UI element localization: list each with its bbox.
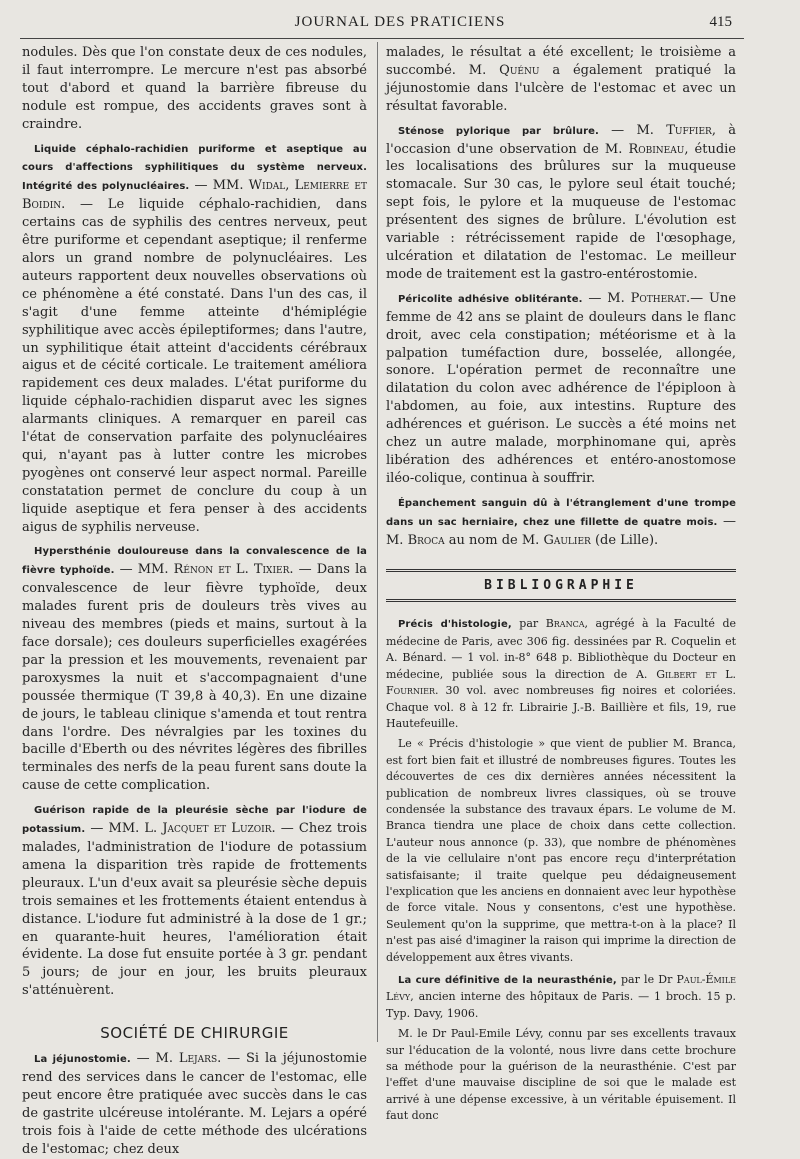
- abstract-text: étudie les localisations des brûlures sur la muqueuse stomacale. Sur 30 cas, le pylore seul était touché; sept fois, le pylore et la muqueuse de l'estomac présentent des signes de brûlure. L'évolution est variable : rétrécissement rapide de l'œsophage, ulcération et dilatation de l'estomac. Le meilleur mode de traitement est la gastro-entérostomie.: [386, 141, 736, 282]
- abstract-authors: Lejars.: [178, 1051, 222, 1067]
- book-editors: Gilbert et L. Fournier.: [386, 667, 736, 698]
- abstract-jejunostomie: La jéjunostomie. — M. Lejars. — Si la jéjunostomie rend des services dans le cancer de l'estomac, elle peut encore être pratiquée avec succès dans le cas de gastrite ulcéreuse intolérante. M. Lejars a opéré trois fois à l'aide de cette méthode des ulcérations de l'estomac; chez deux: [22, 1051, 368, 1157]
- author-name: Gaulier: [543, 532, 591, 548]
- section-title-chirurgie: SOCIÉTÉ DE CHIRURGIE: [100, 1024, 289, 1043]
- abstract-text: — Si la jéjunostomie rend des services dans le cancer de l'estomac, elle peut encore être pratiquée avec succès dans le cas de gastrite ulcéreuse intolérante. M. Lejars a opéré trois fois à l'aide de cette méthode des ulcérations de l'estomac; chez deux: [22, 1051, 368, 1157]
- abstract-heading: Liquide céphalo-rachidien puriforme et aseptique au cours d'affections syphilitiques du système nerveux. Intégrité des polynucléaires.: [22, 143, 367, 193]
- book-title: Précis d'histologie,: [398, 619, 512, 631]
- journal-title: JOURNAL DES PRATICIENS: [294, 14, 506, 30]
- running-header: [0, 12, 800, 36]
- page-number: 415: [709, 14, 732, 30]
- abstract-heading: Péricolite adhésive oblitérante.: [398, 293, 583, 305]
- abstract-authors: Broca: [407, 532, 445, 548]
- abstract-heading: Hypersthénie douloureuse dans la convalescence de la fièvre typhoïde.: [22, 546, 367, 577]
- abstract-hypersthenie: Hypersthénie douloureuse dans la convalescence de la fièvre typhoïde. — MM. Rénon et L. Tixier. — Dans la convalescence de leur fièvre typhoïde, deux malades furent pris de douleurs très vives au niveau des membres (pieds et mains, surtout à la face dorsale); ces douleurs superficielles exagérées par la pression et les mouvements, revenaient par paroxysmes la nuit et s'accompagnaient d'une poussée thermique (T 39,8 à 40,3). En une dizaine de jours, le tableau clinique s'amenda et tout rentra dans l'ordre. Des névralgies par les toxines du bacille d'Eberth ou des névrites légères des fibrilles terminales des nerfs de la peau furent sans doute la cause de cette complication.: [22, 546, 367, 794]
- abstract-text: — Dans la convalescence de leur fièvre typhoïde, deux malades furent pris de douleurs très vives au niveau des membres (pieds et mains, surtout à la face dorsale); ces douleurs superficielles exagérées par la pression et les mouvements, revenaient par paroxysmes la nuit et s'accompagnaient d'une poussée thermique (T 39,8 à 40,3). En une dizaine de jours, le tableau clinique s'amenda et tout rentra dans l'ordre. Des névralgies par les toxines du bacille d'Eberth ou des névrites légères des fibrilles terminales des nerfs de la peau furent sans doute la cause de cette complication.: [22, 562, 367, 794]
- abstract-text: — Une femme de 42 ans se plaint de douleurs dans le flanc droit, avec cela constipation; météorisme et à la palpation tuméfaction dure, bosselée, allongée, sonore. L'opération permet de reconnaître une dilatation du colon avec adhérence de l'épiploon à l'abdomen, au foie, aux intestins. Rupture des adhérences et guérison. Le succès a été moins net chez un autre malade, morphinomane qui, après libération des adhérences et entéro-anostomose iléo-colique, continua à souffrir.: [386, 290, 737, 486]
- abstract-authors: Potherat.: [630, 290, 691, 306]
- continued-paragraph: malades, le résultat a été excellent; le troisième a succombé. M. Quénu a également pratiqué la jéjunostomie dans l'ulcère de l'estomac et avec un résultat favorable.: [386, 45, 736, 114]
- abstract-text: — Le liquide céphalo-rachidien, dans certains cas de syphilis des centres nerveux, peut être puriforme et cependant aseptique; il renferme alors un grand nombre de polynucléaires. Les auteurs rapportent deux nouvelles observations où ce phénomène a été constaté. Dans l'un des cas, il s'agit d'une femme atteinte d'hémiplégie syphilitique avec accès épileptiformes; dans l'autre, un syphilitique était atteint d'accidents cérébraux aigus et de cécité corticale. Le traitement améliora rapidement ces deux malades. L'état puriforme du liquide céphalo-rachidien disparut avec les signes alarmants cliniques. A remarquer en pareil cas l'état de conservation parfaite des polynucléaires qui, n'ayant pas à lutter contre les microbes pyogènes ont conservé leur aspect normal. Pareille constatation permet de conclure du coup à un liquide aseptique et fera penser à des accidents aigus de syphilis nerveuse.: [22, 197, 367, 535]
- abstract-authors: L. Jacquet et Luzoir.: [144, 821, 276, 837]
- abstract-heading: Guérison rapide de la pleurésie sèche par l'iodure de potassium.: [22, 805, 367, 836]
- abstract-heading: La jéjunostomie.: [34, 1054, 131, 1066]
- book-author: Branca,: [545, 617, 588, 631]
- book-entry-histologie: Précis d'histologie, par Branca, agrégé à la Faculté de médecine de Paris, avec 306 fig. dessinées par R. Coquelin et A. Bénard. — 1 vol. in-8° 648 p. Bibliothèque du Docteur en médecine, publiée sous la direction de A. Gilbert et L. Fournier. 30 vol. avec nombreuses fig noires et coloriées. Chaque vol. 8 à 12 fr. Librairie J.-B. Baillière et fils, 19, rue Hautefeuille.: [386, 617, 736, 730]
- continued-paragraph: nodules. Dès que l'on constate deux de ces nodules, il faut interrompre. Le mercure n'est pas absorbé tout d'abord et quand la barrière fibreuse du nodule est rompue, des accidents graves sont à craindre.: [22, 45, 367, 132]
- abstract-pleuresie: Guérison rapide de la pleurésie sèche par l'iodure de potassium. — MM. L. Jacquet et Luzoir. — Chez trois malades, l'administration de l'iodure de potassium amena la disparition très rapide de frottements pleuraux. L'un d'eux avait sa pleurésie sèche depuis trois semaines et les frottements étaient entendus à distance. L'iodure fut administré à la dose de 1 gr.; en quarante-huit heures, l'amélioration était évidente. La dose fut ensuite portée à 3 gr. pendant 5 jours; de jour en jour, les bruits pleuraux s'atténuèrent.: [22, 805, 367, 999]
- book-entry-neurasthenie: La cure définitive de la neurasthénie, par le Dr Paul-Émile Lévy, ancien interne des hôpitaux de Paris. — 1 broch. 15 p. Typ. Davy, 1906.: [386, 973, 736, 1020]
- abstract-authors: Rénon et L. Tixier.: [173, 562, 294, 578]
- book-review-histologie: Le « Précis d'histologie » que vient de publier M. Branca, est fort bien fait et illustré de nombreuses figures. Toutes les découvertes de ces dix dernières années nécessitent la publication de nombreux livres classiques, où se trouve condensée la substance des travaux épars. Le volume de M. Branca tiendra une place de choix dans cette collection. L'auteur nous annonce (p. 33), que nombre de phénomènes de la vie cellulaire n'ont pas encore reçu d'interprétation satisfaisante; il traite quelque peu dédaigneusement l'explication que les anciens en donnaient avec leur hypothèse de force vitale. Nous y consentons, c'est une hypothèse. Seulement qu'on la supprime, que mettra-t-on à la place? Il n'est pas aisé d'imaginer la raison qui imprime la direction de développement aux êtres vivants.: [386, 737, 736, 964]
- abstract-stenose: Sténose pylorique par brûlure. — M. Tuffier, à l'occasion d'une observation de M. Robineau, étudie les localisations des brûlures sur la muqueuse stomacale. Sur 30 cas, le pylore seul était touché; sept fois, le pylore et la muqueuse de l'estomac présentent des signes de brûlure. L'évolution est variable : rétrécissement rapide de l'œsophage, ulcération et dilatation de l'estomac. Le meilleur mode de traitement est la gastro-entérostomie.: [386, 122, 737, 282]
- abstract-pericolite: Péricolite adhésive oblitérante. — M. Potherat.— Une femme de 42 ans se plaint de douleurs dans le flanc droit, avec cela constipation; météorisme et à la palpation tuméfaction dure, bosselée, allongée, sonore. L'opération permet de reconnaître une dilatation du colon avec adhérence de l'épiploon à l'abdomen, au foie, aux intestins. Rupture des adhérences et guérison. Le succès a été moins net chez un autre malade, morphinomane qui, après libération des adhérences et entéro-anostomose iléo-colique, continua à souffrir.: [386, 290, 737, 486]
- right-column: [386, 44, 736, 1125]
- section-title-bibliographie: BIBLIOGRAPHIE: [386, 569, 736, 602]
- author-name: Quénu: [499, 62, 540, 78]
- abstract-epanchement: Épanchement sanguin dû à l'étranglement d'une trompe dans un sac herniaire, chez une fillette de quatre mois. — M. Broca au nom de M. Gaulier (de Lille).: [386, 497, 737, 548]
- author-name: Robineau,: [628, 141, 689, 157]
- book-review-neurasthenie: M. le Dr Paul-Emile Lévy, connu par ses excellents travaux sur l'éducation de la volonté, nous livre dans cette brochure sa méthode pour la guérison de la neurasthénie. C'est par l'effet d'une mauvaise discipline de soi que le malade est arrivé à une dépense excessive, à un véritable épuisement. Il faut donc: [386, 1027, 736, 1123]
- book-author: Paul-Émile Lévy,: [386, 973, 736, 1004]
- abstract-authors: Tuffier,: [666, 122, 716, 138]
- abstract-csf-syphilis: Liquide céphalo-rachidien puriforme et aseptique au cours d'affections syphilitiques du système nerveux. Intégrité des polynucléaires. — MM. Widal, Lemierre et Boidin. — Le liquide céphalo-rachidien, dans certains cas de syphilis des centres nerveux, peut être puriforme et cependant aseptique; il renferme alors un grand nombre de polynucléaires. Les auteurs rapportent deux nouvelles observations où ce phénomène a été constaté. Dans l'un des cas, il s'agit d'une femme atteinte d'hémiplégie syphilitique avec accès épileptiformes; dans l'autre, un syphilitique était atteint d'accidents cérébraux aigus et de cécité corticale. Le traitement améliora rapidement ces deux malades. L'état puriforme du liquide céphalo-rachidien disparut avec les signes alarmants cliniques. A remarquer en pareil cas l'état de conservation parfaite des polynucléaires qui, n'ayant pas à lutter contre les microbes pyogènes ont conservé leur aspect normal. Pareille constatation permet de conclure du coup à un liquide aseptique et fera penser à des accidents aigus de syphilis nerveuse.: [22, 143, 368, 535]
- left-column: [22, 44, 367, 1159]
- abstract-heading: Sténose pylorique par brûlure.: [398, 125, 599, 137]
- column-separator: [377, 42, 378, 1042]
- book-title: La cure définitive de la neurasthénie,: [398, 975, 617, 986]
- abstract-authors: Widal, Lemierre et Boidin.: [22, 178, 368, 213]
- header-rule: [20, 38, 744, 39]
- abstract-text: — Chez trois malades, l'administration de l'iodure de potassium amena la disparition très rapide de frottements pleuraux. L'un d'eux avait sa pleurésie sèche depuis trois semaines et les frottements étaient entendus à distance. L'iodure fut administré à la dose de 1 gr.; en quarante-huit heures, l'amélioration était évidente. La dose fut ensuite portée à 3 gr. pendant 5 jours; de jour en jour, les bruits pleuraux s'atténuèrent.: [22, 821, 367, 999]
- abstract-heading: Épanchement sanguin dû à l'étranglement d'une trompe dans un sac herniaire, chez une fillette de quatre mois.: [386, 497, 736, 528]
